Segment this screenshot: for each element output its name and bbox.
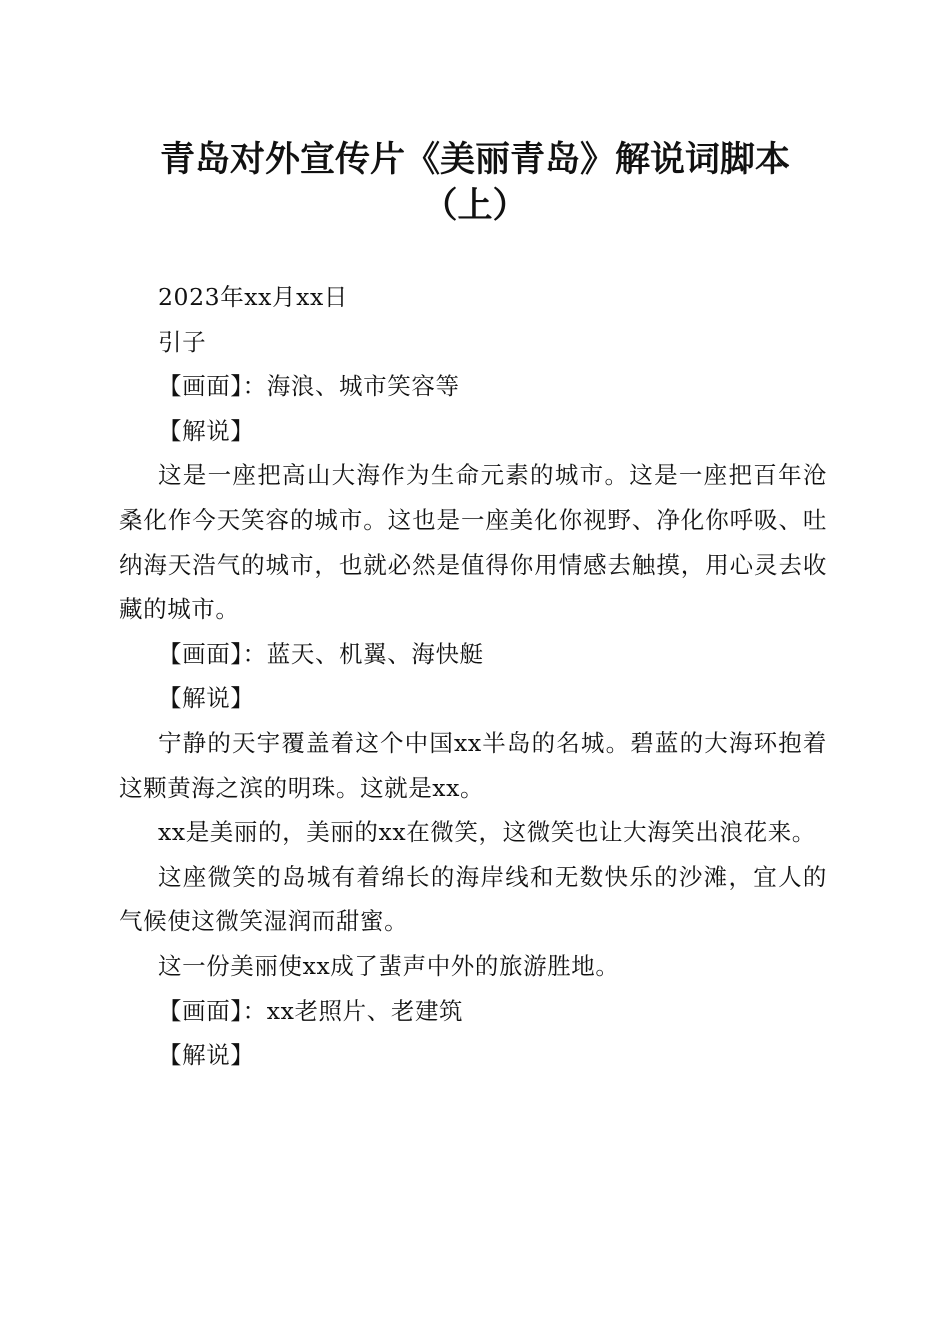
narration-paragraph: xx是美丽的，美丽的xx在微笑，这微笑也让大海笑出浪花来。 <box>158 818 816 847</box>
document-title-subtitle: （上） <box>422 185 528 226</box>
scene-cue: 【画面】：xx老照片、老建筑 <box>158 996 464 1025</box>
section-heading: 引子 <box>158 327 207 356</box>
document-body <box>119 275 827 1078</box>
date-line: 2023年xx月xx日 <box>158 283 348 311</box>
narration-paragraph: 这一份美丽使xx成了蜚声中外的旅游胜地。 <box>158 951 620 980</box>
document-title: 青岛对外宣传片《美丽青岛》解说词脚本 <box>159 139 790 180</box>
scene-cue: 【画面】：海浪、城市笑容等 <box>158 372 460 401</box>
narration-paragraph: 宁静的天宇覆盖着这个中国xx半岛的名城。碧蓝的大海环抱着这颗黄海之滨的明珠。这就是xx。 <box>119 728 827 802</box>
narration-cue: 【解说】 <box>158 416 255 445</box>
narration-cue: 【解说】 <box>158 1041 255 1070</box>
scene-cue: 【画面】：蓝天、机翼、海快艇 <box>158 639 484 668</box>
narration-paragraph: 这是一座把高山大海作为生命元素的城市。这是一座把百年沧桑化作今天笑容的城市。这也是一座美化你视野、净化你呼吸、吐纳海天浩气的城市，也就必然是值得你用情感去触摸，用心灵去收藏的城市。 <box>119 461 827 624</box>
narration-paragraph: 这座微笑的岛城有着绵长的海岸线和无数快乐的沙滩，宜人的气候使这微笑湿润而甜蜜。 <box>119 862 827 936</box>
narration-cue: 【解说】 <box>158 684 255 713</box>
